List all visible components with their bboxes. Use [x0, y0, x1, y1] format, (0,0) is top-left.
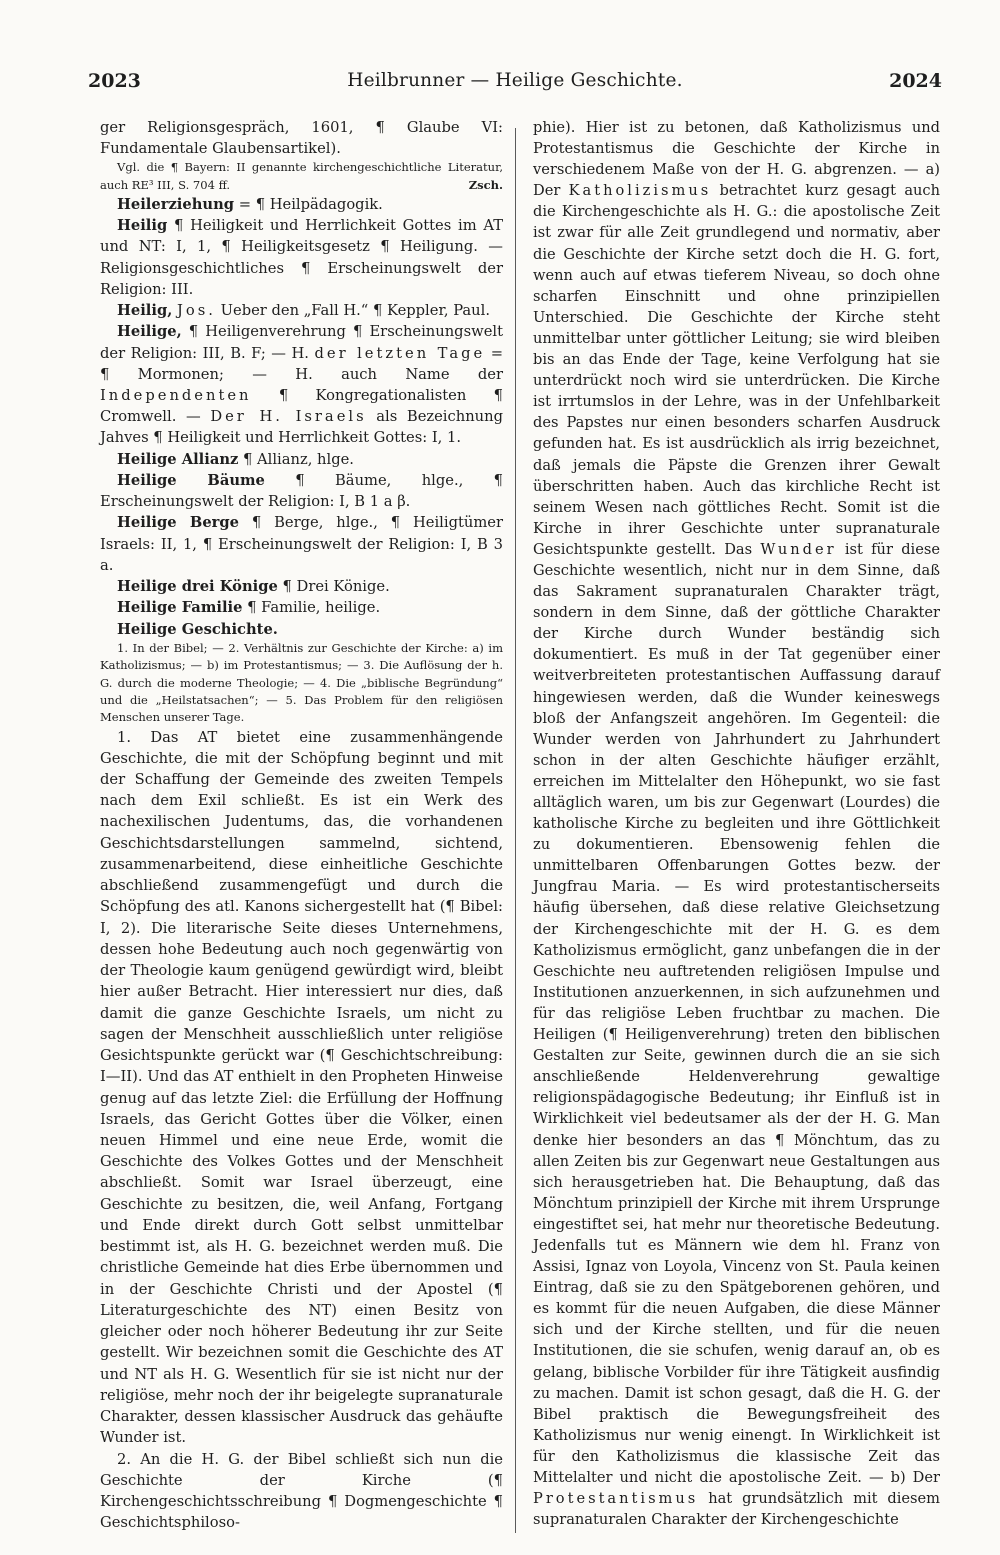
entry-heilige-allianz: Heilige Allianz ¶ Allianz, hlge.: [117, 450, 354, 468]
column-number-left: 2023: [88, 70, 141, 92]
continued-entry: ger Religionsgespräch, 1601, ¶ Glaube VI: Fundamentale Glaubensartikel).: [100, 119, 503, 158]
author-signature: Zsch.: [468, 177, 503, 192]
reference-note: Vgl. die ¶ Bayern: II genannte kirchengeschichtliche Literatur, auch RE³ III, S. 704 ff.: [100, 160, 503, 192]
entry-heilige-berge: Heilige Berge ¶ Berge, hlge., ¶ Heiligtümer Israels: II, 1, ¶ Erscheinungswelt der Religion: I, B 3 a.: [100, 514, 503, 574]
headword: Heilige Bäume: [117, 471, 265, 489]
entry-heilige-baeume: Heilige Bäume ¶ Bäume, hlge., ¶ Erscheinungswelt der Religion: I, B 1 a β.: [100, 471, 504, 511]
entry-heilige-geschichte: [100, 619, 503, 640]
entry-heilerziehung: Heilerziehung = ¶ Heilpädagogik.: [117, 195, 383, 213]
entry-heilige-drei-koenige: Heilige drei Könige ¶ Drei Könige.: [117, 578, 390, 596]
headword: Heilerziehung: [117, 195, 235, 213]
headword: Heilige drei Könige: [117, 578, 278, 596]
entry-heilig: Heilig ¶ Heiligkeit und Herrlichkeit Gottes im AT und NT: I, 1, ¶ Heiligkeitsgesetz ¶ Heiligung. — Religionsgeschichtliches ¶ Erscheinungswelt der Religion: III.: [100, 217, 503, 298]
entry-heilige: Heilige, ¶ Heiligenverehrung ¶ Erscheinungswelt der Religion: III, B. F; — H. der letzten Tage = ¶ Mormonen; — H. auch Name der Independenten ¶ Kongregationalisten ¶ Cromwell. — Der H. Israels als Bezeichnung Jahves ¶ Heiligkeit und Herrlichkeit Gottes: I, 1.: [100, 323, 503, 447]
headword: Heilige,: [117, 323, 182, 341]
page-header: [88, 70, 942, 100]
body-paragraph: 2. An die H. G. der Bibel schließt sich nun die Geschichte der Kirche (¶ Kirchengeschichtsschreibung ¶ Dogmengeschichte ¶ Geschichtsphiloso-: [100, 1450, 503, 1532]
headword: Heilige Geschichte.: [117, 620, 278, 638]
entry-heilige-familie: Heilige Familie ¶ Familie, heilige.: [117, 599, 381, 617]
column-divider: [515, 128, 516, 1533]
headword: Heilige Familie: [117, 599, 243, 617]
headword: Heilig,: [117, 302, 173, 320]
entry-heilig-jos: Heilig, Jos. Ueber den „Fall H.“ ¶ Keppler, Paul.: [117, 302, 490, 320]
headword: Heilige Berge: [117, 514, 240, 532]
article-outline: 1. In der Bibel; — 2. Verhältnis zur Geschichte der Kirche: a) im Katholizismus; — b) im Protestantismus; — 3. Die Auflösung der h. G. durch die moderne Theologie; — 4. Die „biblische Begründung“ und die „Heilstatsachen“; — 5. Das Problem für den religiösen Menschen unserer Tage.: [100, 640, 503, 725]
running-title: Heilbrunner — Heilige Geschichte.: [347, 70, 683, 91]
headword: Heilig: [117, 217, 168, 235]
right-column: [533, 117, 940, 1530]
body-paragraph: phie). Hier ist zu betonen, daß Katholizismus und Protestantismus die Geschichte der Kirche in verschiedenem Maße von der H. G. abgrenzen. — a) Der Katholizismus betrachtet kurz gesagt auch die Kirchengeschichte als H. G.: die apostolische Zeit ist zwar für alle Zeit grundlegend und normativ, aber die Geschichte der Kirche setzt doch die H. G. fort, wenn auch auf etwas tieferem Niveau, so doch ohne scharfen Einschnitt und ohne prinzipiellen Unterschied. Die Geschichte der Kirche steht unmittelbar unter göttlicher Leitung; sie wird bleiben bis an das Ende der Tage, keine Verfolgung hat sie unterdrückt noch wird sie unterdrücken. Die Kirche ist irrtumslos in der Lehre, was in der Unfehlbarkeit des Papstes nur einen besonders scharfen Ausdruck gefunden hat. Es ist ausdrücklich als irrig bezeichnet, daß jemals die Päpste die Grenzen ihrer Gewalt überschritten haben. Auch das kirchliche Recht ist seinem Wesen nach göttliches Recht. Somit ist die Kirche in ihrer Geschichte unter supranaturale Gesichtspunkte gestellt. Das Wunder ist für diese Geschichte wesentlich, nicht nur in dem Sinne, daß das Sakrament supranaturalen Charakter trägt, sondern in dem Sinne, daß der göttliche Charakter der Kirche durch Wunder beständig sich dokumentiert. Es muß in der Tat gegenüber einer weitverbreiteten protestantischen Auffassung darauf hingewiesen werden, daß die Wunder keineswegs bloß der Anfangszeit angehören. Im Gegenteil: die Wunder werden von Jahrhundert zu Jahrhundert schon in der alten Geschichte häufiger erzählt, erreichen im Mittelalter den Höhepunkt, wo sie fast alltäglich waren, um bis zur Gegenwart (Lourdes) die katholische Kirche zu begleiten und ihre Göttlichkeit zu dokumentieren. Ebensowenig fehlen die unmittelbaren Offenbarungen Gottes bezw. der Jungfrau Maria. — Es wird protestantischerseits häufig übersehen, daß diese relative Gleichsetzung der Kirchengeschichte mit der H. G. es dem Katholizismus ermöglicht, ganz unbefangen die in der Geschichte neu auftretenden religiösen Impulse und Institutionen anzuerkennen, in sich aufzunehmen und für das religiöse Leben fruchtbar zu machen. Die Heiligen (¶ Heiligenverehrung) treten den biblischen Gestalten zur Seite, gewinnen durch die an sie sich anschließende Heldenverehrung gewaltige religionspädagogische Bedeutung; ihr Einfluß ist in Wirklichkeit viel bedeutsamer als der der H. G. Man denke hier besonders an das ¶ Mönchtum, das zu allen Zeiten bis zur Gegenwart neue Gestaltungen aus sich herausgetrieben hat. Die Behauptung, daß das Mönchtum prinzipiell der Kirche mit ihrem Ursprunge eingestiftet sei, hat mehr nur theoretische Bedeutung. Jedenfalls tut es Männern wie dem hl. Franz von Assisi, Ignaz von Loyola, Vincenz von St. Paula keinen Eintrag, daß sie zu den Spätgeborenen gehören, und es kommt für die neuen Aufgaben, die diese Männer sich und der Kirche stellten, und für die neuen Institutionen, die sie schufen, wenig darauf an, ob es gelang, biblische Vorbilder für ihre Tätigkeit ausfindig zu machen. Damit ist schon gesagt, daß die H. G. der Bibel praktisch die Bewegungsfreiheit des Katholizismus nur wenig einengt. In Wirklichkeit ist für den Katholizismus die klassische Zeit das Mittelalter und nicht die apostolische Zeit. — b) Der Protestantismus hat grundsätzlich mit diesem supranaturalen Charakter der Kirchengeschichte: [533, 119, 940, 1529]
column-number-right: 2024: [889, 70, 942, 92]
left-column: [100, 117, 503, 1533]
body-paragraph: 1. Das AT bietet eine zusammenhängende Geschichte, die mit der Schöpfung beginnt und mit der Schaffung der Gemeinde des zweiten Tempels nach dem Exil schließt. Es ist ein Werk des nachexilischen Judentums, das, die vorhandenen Geschichtsdarstellungen sammelnd, sichtend, zusammenarbeitend, diese einheitliche Geschichte abschließend zusammengefügt und durch die Schöpfung des atl. Kanons sichergestellt hat (¶ Bibel: I, 2). Die literarische Seite dieses Unternehmens, dessen hohe Bedeutung auch noch gegenwärtig von der Theologie kaum genügend gewürdigt wird, bleibt hier außer Betracht. Hier interessiert nur dies, daß damit die ganze Geschichte Israels, um nicht zu sagen der Menschheit ausschließlich unter religiöse Gesichtspunkte gerückt war (¶ Geschichtschreibung: I—II). Und das AT enthielt in den Propheten Hinweise genug auf das letzte Ziel: die Erfüllung der Hoffnung Israels, das Gericht Gottes über die Völker, einen neuen Himmel und eine neue Erde, womit die Geschichte des Volkes Gottes und der Menschheit abschließt. Somit war Israel überzeugt, eine Geschichte zu besitzen, die, weil Anfang, Fortgang und Ende direkt durch Gott selbst unmittelbar bestimmt ist, als H. G. bezeichnet werden muß. Die christliche Gemeinde hat dies Erbe übernommen und in der Geschichte Christi und der Apostel (¶ Literaturgeschichte des NT) einen Besitz von gleicher oder noch höherer Bedeutung ihr zur Seite gestellt. Wir bezeichnen somit die Geschichte des AT und NT als H. G. Wesentlich für sie ist nicht nur der religiöse, mehr noch der ihr beigelegte supranaturale Charakter, dessen klassischer Ausdruck das gehäufte Wunder ist.: [100, 728, 503, 1447]
headword: Heilige Allianz: [117, 450, 239, 468]
